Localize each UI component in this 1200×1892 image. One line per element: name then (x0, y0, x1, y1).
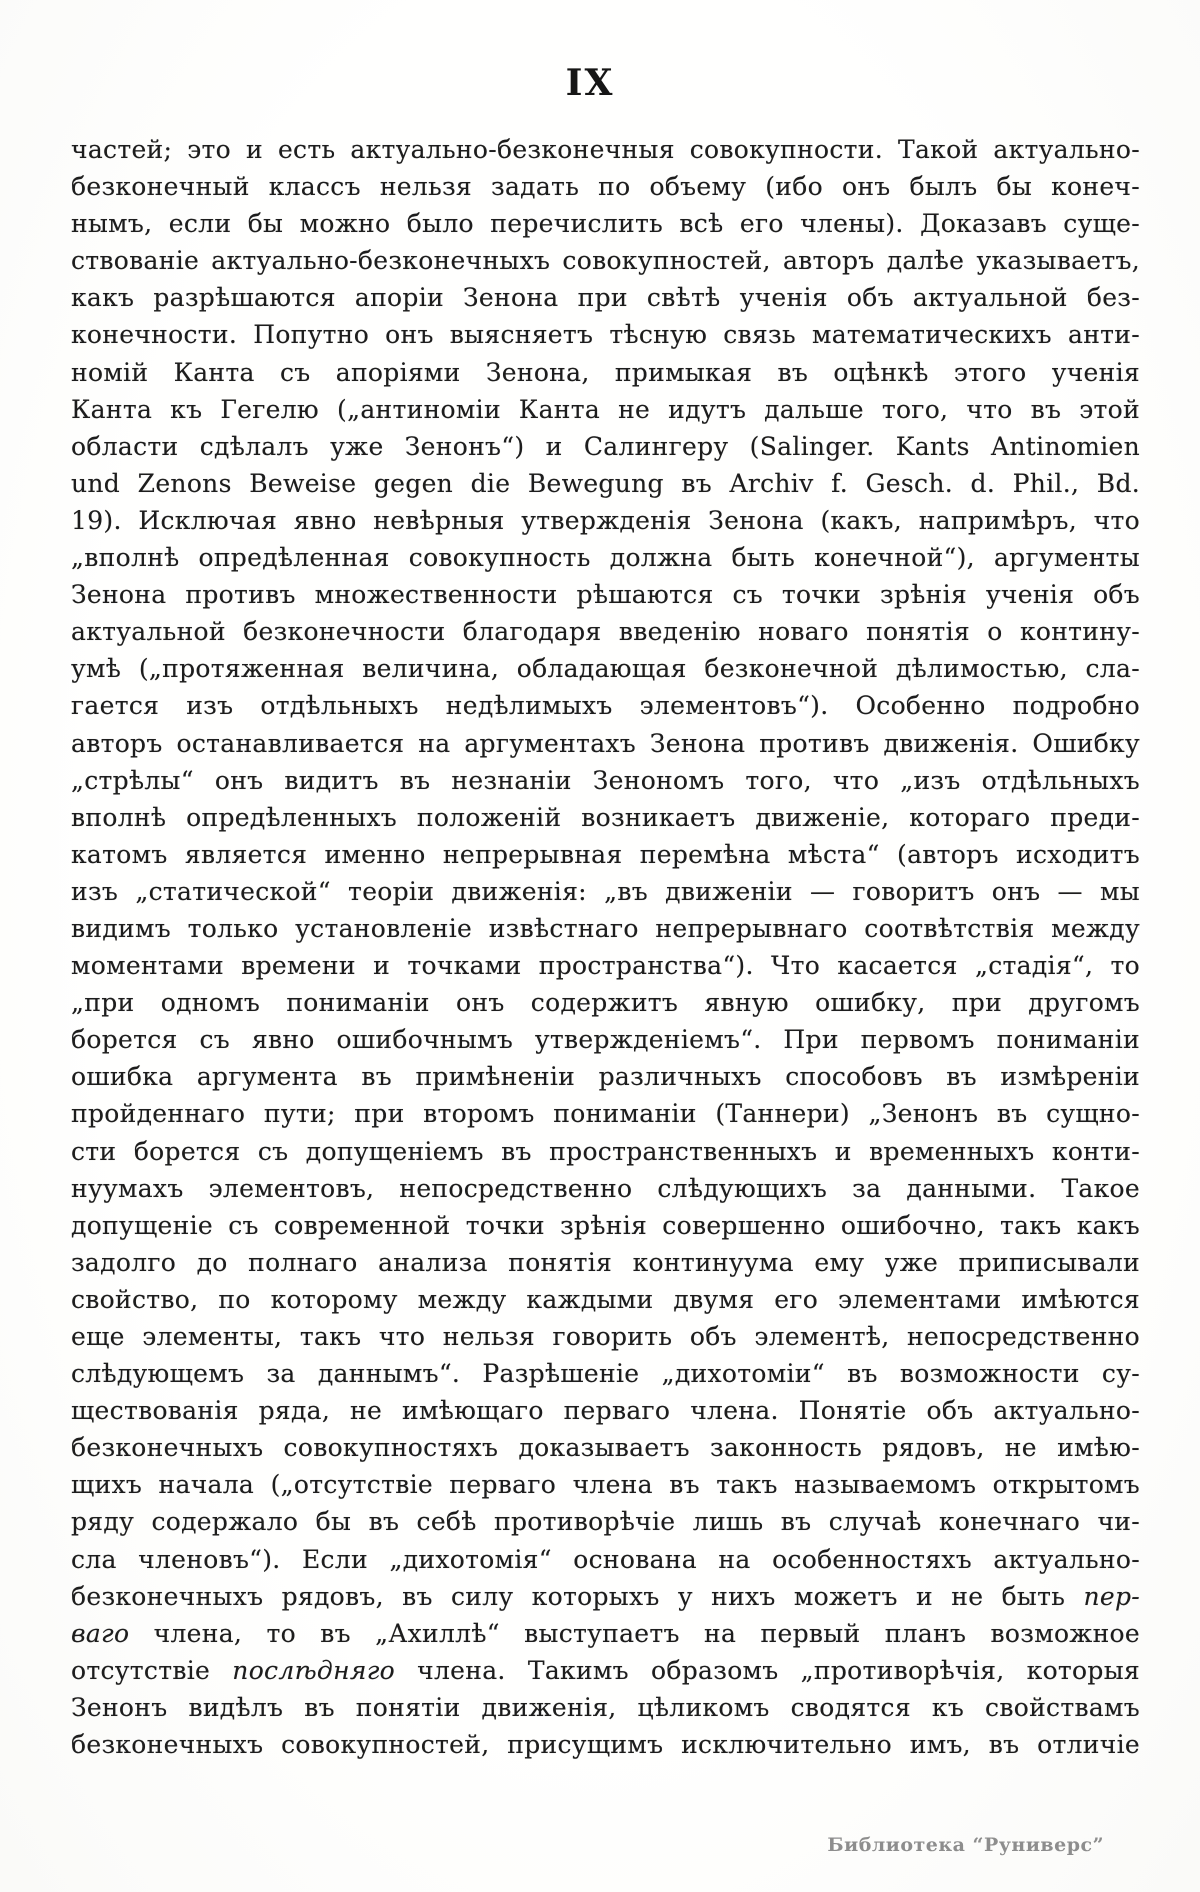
text-line: области сдѣлалъ уже Зенонъ“) и Салингеру (Salinger. Kants Antinomien (71, 431, 1140, 461)
text-line: частей; это и есть актуально-безконечныя совокупности. Такой актуально- (71, 135, 1140, 164)
text-line: катомъ является именно непрерывная перемѣна мѣста“ (авторъ исходитъ (71, 839, 1140, 869)
text-line: ществованія ряда, не имѣющаго перваго члена. Понятіе объ актуально- (71, 1396, 1140, 1426)
text-line: вполнѣ опредѣленныхъ положеній возникаетъ движеніе, котораго преди- (71, 802, 1140, 832)
text-line: нуумахъ элементовъ, непосредственно слѣдующихъ за данными. Такое (71, 1173, 1140, 1203)
text-line: ошибка аргумента въ примѣненіи различныхъ способовъ въ измѣреніи (71, 1062, 1140, 1092)
text-line: допущеніе съ современной точки зрѣнія совершенно ошибочно, такъ какъ (71, 1210, 1140, 1240)
text-line: Зенона противъ множественности рѣшаются съ точки зрѣнія ученія объ (71, 580, 1140, 610)
text-line: ряду содержало бы въ себѣ противорѣчіе лишь въ случаѣ конечнаго чи- (71, 1507, 1140, 1537)
text-line: „стрѣлы“ онъ видитъ въ незнаніи Зенономъ того, что „изъ отдѣльныхъ (71, 765, 1140, 795)
text-line: ваго члена, то въ „Ахиллѣ“ выступаетъ на первый планъ возможное (71, 1618, 1140, 1648)
page-number: IX (565, 62, 615, 104)
text-line: щихъ начала („отсутствіе перваго члена въ такъ называемомъ открытомъ (71, 1470, 1140, 1500)
text-line: умѣ („протяженная величина, обладающая безконечной дѣлимостью, сла- (71, 654, 1140, 684)
body-text-block (71, 131, 1140, 1763)
text-line: слѣдующемъ за даннымъ“. Разрѣшеніе „дихотоміи“ въ возможности су- (71, 1359, 1140, 1389)
text-line: борется съ явно ошибочнымъ утвержденіемъ“. При первомъ пониманіи (71, 1025, 1140, 1055)
text-line: какъ разрѣшаются апоріи Зенона при свѣтѣ ученія объ актуальной без- (71, 283, 1140, 313)
text-line: „вполнѣ опредѣленная совокупность должна быть конечной“), аргументы (71, 543, 1140, 573)
text-line: безконечныхъ совокупностей, присущимъ исключительно имъ, въ отличіе (71, 1730, 1140, 1760)
text-line: авторъ останавливается на аргументахъ Зенона противъ движенія. Ошибку (71, 728, 1140, 758)
text-line: Канта къ Гегелю („антиноміи Канта не идутъ дальше того, что въ этой (71, 394, 1140, 424)
text-line: номій Канта съ апоріями Зенона, примыкая въ оцѣнкѣ этого ученія (71, 357, 1140, 387)
text-line: еще элементы, такъ что нельзя говорить объ элементѣ, непосредственно (71, 1322, 1140, 1351)
text-line: изъ „статической“ теоріи движенія: „въ движеніи — говоритъ онъ — мы (71, 876, 1140, 906)
text-line: конечности. Попутно онъ выясняетъ тѣсную связь математическихъ анти- (71, 320, 1140, 350)
text-line: сла членовъ“). Если „дихотомія“ основана на особенностяхъ актуально- (71, 1544, 1140, 1574)
text-line: гается изъ отдѣльныхъ недѣлимыхъ элементовъ“). Особенно подробно (71, 691, 1140, 721)
text-line: сти борется съ допущеніемъ въ пространственныхъ и временныхъ конти- (71, 1136, 1140, 1166)
text-line: und Zenons Beweise gegen die Bewegung въ Archiv f. Gesch. d. Phil., Bd. (71, 468, 1140, 498)
text-line: моментами времени и точками пространства“). Что касается „стадія“, то (71, 951, 1140, 981)
text-line: ствованіе актуально-безконечныхъ совокупностей, авторъ далѣе указываетъ, (71, 246, 1140, 276)
text-line: нымъ, если бы можно было перечислить всѣ его члены). Доказавъ суще- (71, 209, 1140, 239)
text-line: Зенонъ видѣлъ въ понятіи движенія, цѣликомъ сводятся къ свойствамъ (71, 1692, 1140, 1722)
text-line: 19). Исключая явно невѣрныя утвержденія Зенона (какъ, напримѣръ, что (71, 505, 1140, 535)
text-line: „при одномъ пониманіи онъ содержитъ явную ошибку, при другомъ (71, 988, 1140, 1018)
text-line: отсутствіе послѣдняго члена. Такимъ образомъ „противорѣчія, которыя (71, 1655, 1140, 1685)
text-line: пройденнаго пути; при второмъ пониманіи (Таннери) „Зенонъ въ сущно- (71, 1099, 1140, 1129)
text-line: свойство, по которому между каждыми двумя его элементами имѣются (71, 1284, 1140, 1314)
text-line: актуальной безконечности благодаря введенію новаго понятія о контину- (71, 617, 1140, 647)
text-line: видимъ только установленіе извѣстнаго непрерывнаго соотвѣтствія между (71, 913, 1140, 943)
text-line: безконечный классъ нельзя задать по объему (ибо онъ былъ бы конеч- (71, 172, 1140, 202)
library-watermark: Библиотека “Руниверс” (827, 1834, 1104, 1856)
text-line: задолго до полнаго анализа понятія континуума ему уже приписывали (71, 1247, 1140, 1277)
text-line: безконечныхъ рядовъ, въ силу которыхъ у нихъ можетъ и не быть пер- (71, 1581, 1140, 1611)
text-line: безконечныхъ совокупностяхъ доказываетъ законность рядовъ, не имѣю- (71, 1433, 1140, 1463)
